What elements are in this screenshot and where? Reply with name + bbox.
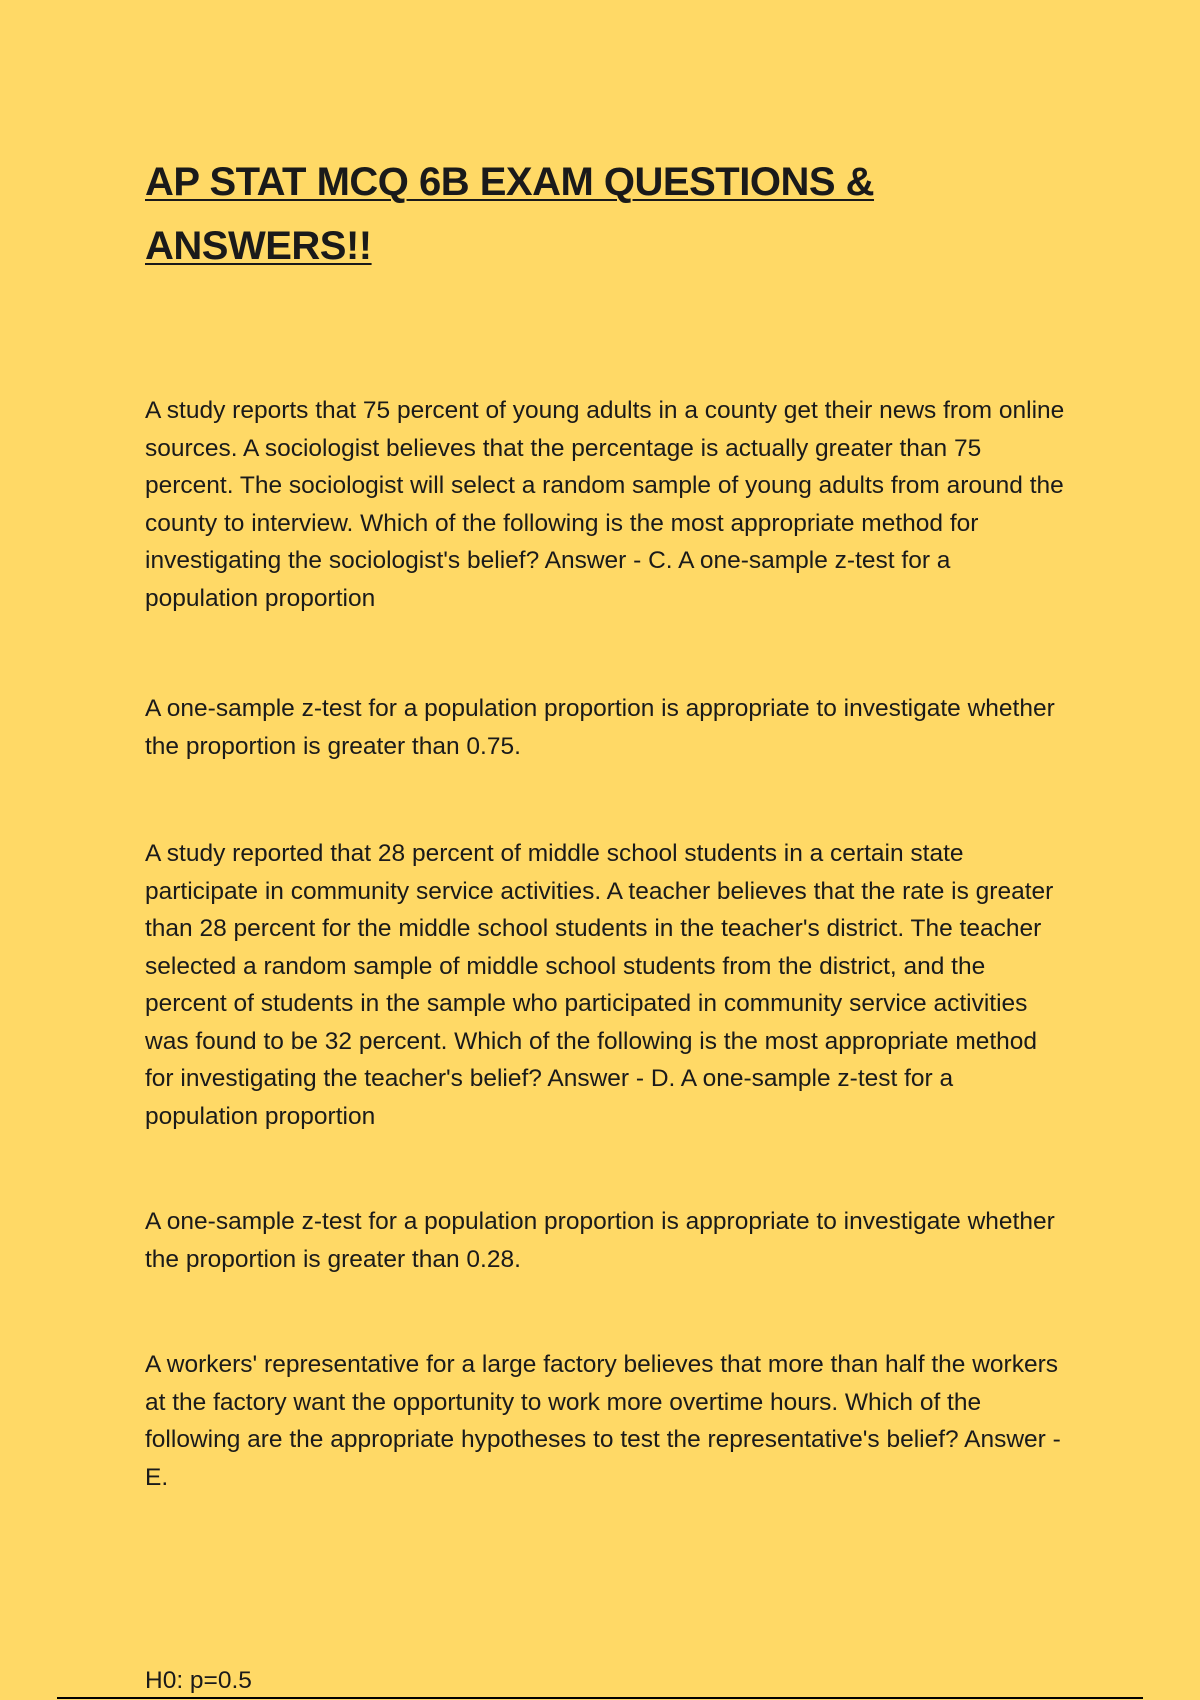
question-3: A workers' representative for a large factory believes that more than half the workers at the factory want the opportunity to work more overtime hours. Which of the following are the appropriate hypotheses to test the representative's belief? Answer - E. xyxy=(145,1351,1061,1491)
title-line-2: ANSWERS!! xyxy=(145,224,372,268)
null-hypothesis: H0: p=0.5 xyxy=(145,1667,252,1694)
question-1: A study reports that 75 percent of young adults in a county get their news from online sources. A sociologist believes that the percentage is actually greater than 75 percent. The sociologist will select a random sample of young adults from around the county to interview. Which of the following is the most appropriate method for investigating the sociologist's belief? Answer - C. A one-sample z-test for a population proportion xyxy=(145,397,1065,612)
question-2: A study reported that 28 percent of middle school students in a certain state participate in community service activities. A teacher believes that the rate is greater than 28 percent for the middle school students in the teacher's district. The teacher selected a random sample of middle school students from the district, and the percent of students in the sample who participated in community service activities was found to be 32 percent. Which of the following is the most appropriate method for investigating the teacher's belief? Answer - D. A one-sample z-test for a population proportion xyxy=(145,840,1054,1130)
explanation-1: A one-sample z-test for a population proportion is appropriate to investigate whether the proportion is greater than 0.75. xyxy=(145,695,1055,760)
document-content xyxy=(145,150,1065,1694)
page-title xyxy=(145,150,1065,278)
explanation-2: A one-sample z-test for a population proportion is appropriate to investigate whether the proportion is greater than 0.28. xyxy=(145,1208,1055,1273)
bottom-divider xyxy=(57,1697,1143,1699)
title-line-1: AP STAT MCQ 6B EXAM QUESTIONS & xyxy=(145,160,875,204)
